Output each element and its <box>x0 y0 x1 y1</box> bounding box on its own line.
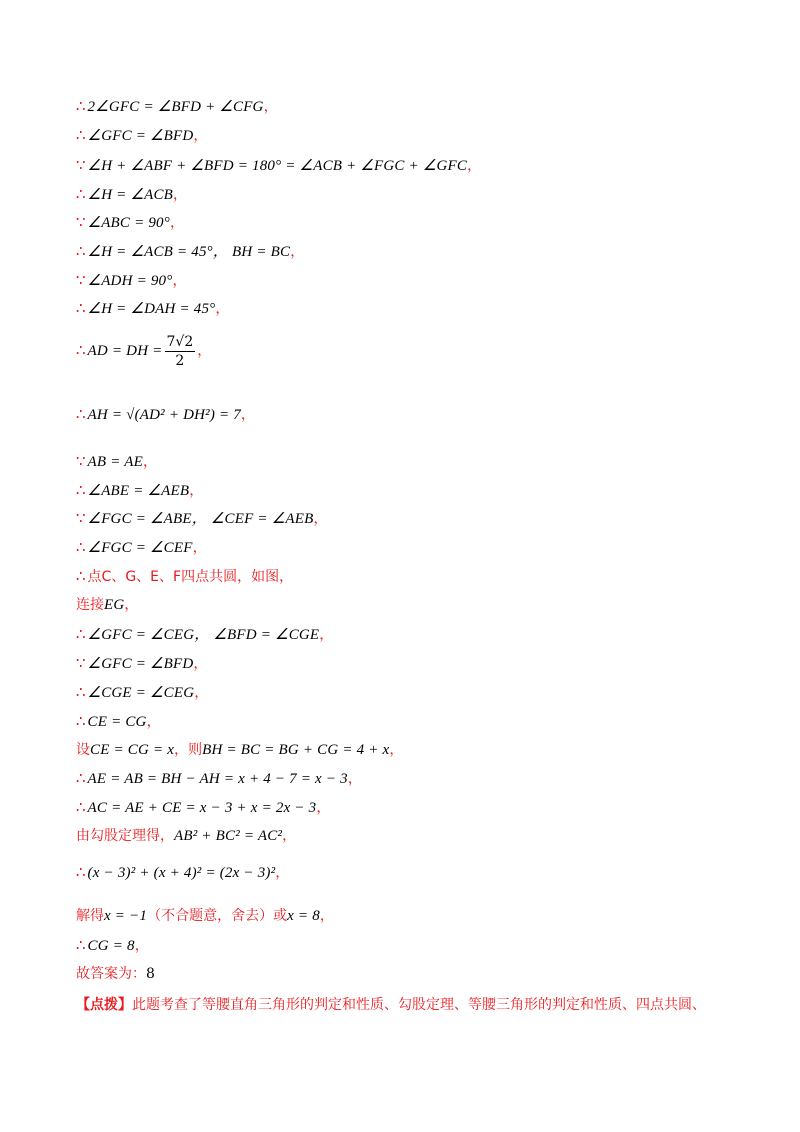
proof-line-3 <box>76 155 481 176</box>
math-expression: ∠FGC = ∠CEF <box>87 540 193 556</box>
math-expression: CG = 8 <box>87 938 135 954</box>
math-expression: 2∠GFC = ∠BFD + ∠CFG <box>87 99 264 115</box>
math-expression: ∠ABE = ∠AEB <box>87 483 190 499</box>
proof-line-9 <box>76 330 211 371</box>
math-expression: ∠GFC = ∠BFD <box>87 656 194 672</box>
math-expression: ∠H = ∠ACB <box>87 187 174 203</box>
punctuation: ， <box>316 800 331 816</box>
punctuation: ， <box>193 656 208 672</box>
punctuation: ， <box>389 742 404 758</box>
answer-prefix: 故答案为： <box>76 966 146 982</box>
punctuation: ， <box>319 908 334 924</box>
therefore-symbol: ∴ <box>76 625 86 643</box>
punctuation: ， <box>347 771 362 787</box>
math-expression-2: x = 8 <box>287 908 320 924</box>
fraction-numerator: 7√2 <box>166 333 194 350</box>
math-expression: CE = CG = x <box>90 742 175 758</box>
therefore-symbol: ∴ <box>76 481 86 499</box>
text-middle: ，则 <box>174 742 203 758</box>
math-expression: ∠GFC = ∠CEG， ∠BFD = ∠CGE <box>87 627 320 643</box>
punctuation: ， <box>172 273 187 289</box>
punctuation: ， <box>290 244 305 260</box>
fraction <box>165 333 196 370</box>
fraction-denominator: 2 <box>175 352 185 369</box>
text-middle: （不合题意，舍去）或 <box>147 908 288 924</box>
proof-line-10 <box>76 404 255 425</box>
proof-line-12 <box>76 480 203 501</box>
math-expression: ∠ABC = 90° <box>87 215 170 231</box>
math-expression: EG <box>104 597 125 613</box>
proof-line-4 <box>76 184 187 205</box>
proof-line-16 <box>76 595 138 615</box>
therefore-symbol: ∴ <box>76 97 86 115</box>
text-prefix: 解得 <box>76 908 104 924</box>
proof-line-20 <box>76 711 161 732</box>
text-statement: 点C、G、E、F四点共圆，如图， <box>87 569 294 585</box>
punctuation: ， <box>142 454 157 470</box>
punctuation: ， <box>134 938 149 954</box>
proof-line-2 <box>76 125 207 146</box>
punctuation: ， <box>263 99 278 115</box>
punctuation: ， <box>275 865 290 881</box>
therefore-symbol: ∴ <box>76 185 86 203</box>
math-expression: ∠H = ∠ACB = 45°， BH = BC <box>87 244 291 260</box>
punctuation: ， <box>124 597 139 613</box>
because-symbol: ∵ <box>76 213 86 231</box>
punctuation: ， <box>189 483 204 499</box>
therefore-symbol: ∴ <box>76 405 86 423</box>
proof-line-26 <box>76 906 334 926</box>
therefore-symbol: ∴ <box>76 341 86 359</box>
math-expression: AH = √(AD² + DH²) = 7 <box>87 407 241 423</box>
math-expression: CE = CG <box>87 714 147 730</box>
math-expression: AD = DH = <box>87 343 163 359</box>
proof-line-22 <box>76 768 362 789</box>
because-symbol: ∵ <box>76 156 86 174</box>
proof-line-1 <box>76 96 278 117</box>
proof-line-8 <box>76 298 229 319</box>
therefore-symbol: ∴ <box>76 712 86 730</box>
proof-line-27 <box>76 935 149 956</box>
proof-line-7 <box>76 270 186 291</box>
proof-line-15 <box>76 566 293 587</box>
therefore-symbol: ∴ <box>76 936 86 954</box>
math-expression-2: BH = BC = BG + CG = 4 + x <box>202 742 390 758</box>
answer-value: 8 <box>146 966 155 982</box>
math-expression: ∠CGE = ∠CEG <box>87 685 195 701</box>
math-expression: AE = AB = BH − AH = x + 4 − 7 = x − 3 <box>87 771 348 787</box>
punctuation: ， <box>169 215 184 231</box>
therefore-symbol: ∴ <box>76 769 86 787</box>
punctuation: ， <box>319 627 334 643</box>
proof-line-14 <box>76 537 207 558</box>
proof-line-5 <box>76 212 184 233</box>
proof-line-18 <box>76 653 207 674</box>
note-line <box>76 995 706 1015</box>
math-expression: ∠H = ∠DAH = 45° <box>87 301 216 317</box>
therefore-symbol: ∴ <box>76 683 86 701</box>
math-expression: AC = AE + CE = x − 3 + x = 2x − 3 <box>87 800 317 816</box>
therefore-symbol: ∴ <box>76 538 86 556</box>
proof-line-19 <box>76 682 208 703</box>
math-expression: ∠ADH = 90° <box>87 273 173 289</box>
math-expression: ∠H + ∠ABF + ∠BFD = 180° = ∠ACB + ∠FGC + ∠GFC <box>87 158 468 174</box>
punctuation: ， <box>192 540 207 556</box>
math-expression: ∠GFC = ∠BFD <box>87 128 194 144</box>
math-expression: (x − 3)² + (x + 4)² = (2x − 3)² <box>87 865 276 881</box>
punctuation: ， <box>215 301 230 317</box>
punctuation: ， <box>197 343 212 359</box>
text-prefix: 由勾股定理得， <box>76 828 174 844</box>
proof-line-24 <box>76 826 296 846</box>
math-expression: ∠FGC = ∠ABE， ∠CEF = ∠AEB <box>87 511 314 527</box>
therefore-symbol: ∴ <box>76 863 86 881</box>
proof-line-21 <box>76 740 403 760</box>
proof-line-23 <box>76 797 330 818</box>
proof-line-13 <box>76 508 327 529</box>
proof-line-25 <box>76 862 289 883</box>
because-symbol: ∵ <box>76 509 86 527</box>
because-symbol: ∵ <box>76 654 86 672</box>
because-symbol: ∵ <box>76 452 86 470</box>
therefore-symbol: ∴ <box>76 126 86 144</box>
note-text: 此题考查了等腰直角三角形的判定和性质、勾股定理、等腰三角形的判定和性质、四点共圆、 <box>132 997 706 1013</box>
therefore-symbol: ∴ <box>76 299 86 317</box>
punctuation: ， <box>467 158 482 174</box>
text-prefix: 连接 <box>76 597 104 613</box>
math-expression: x = −1 <box>104 908 148 924</box>
because-symbol: ∵ <box>76 271 86 289</box>
punctuation: ， <box>193 128 208 144</box>
note-tag: 【点拨】 <box>76 997 132 1013</box>
therefore-symbol: ∴ <box>76 242 86 260</box>
proof-line-17 <box>76 624 333 645</box>
proof-line-6 <box>76 241 304 262</box>
punctuation: ， <box>313 511 328 527</box>
punctuation: ， <box>146 714 161 730</box>
text-prefix: 设 <box>76 742 90 758</box>
punctuation: ， <box>241 407 255 423</box>
math-expression: AB = AE <box>87 454 143 470</box>
math-expression: AB² + BC² = AC² <box>174 828 283 844</box>
punctuation: ， <box>194 685 209 701</box>
proof-line-11 <box>76 451 157 472</box>
answer-line <box>76 964 155 984</box>
therefore-symbol: ∴ <box>76 798 86 816</box>
punctuation: ， <box>173 187 188 203</box>
punctuation: ， <box>282 828 297 844</box>
therefore-symbol: ∴ <box>76 567 86 585</box>
